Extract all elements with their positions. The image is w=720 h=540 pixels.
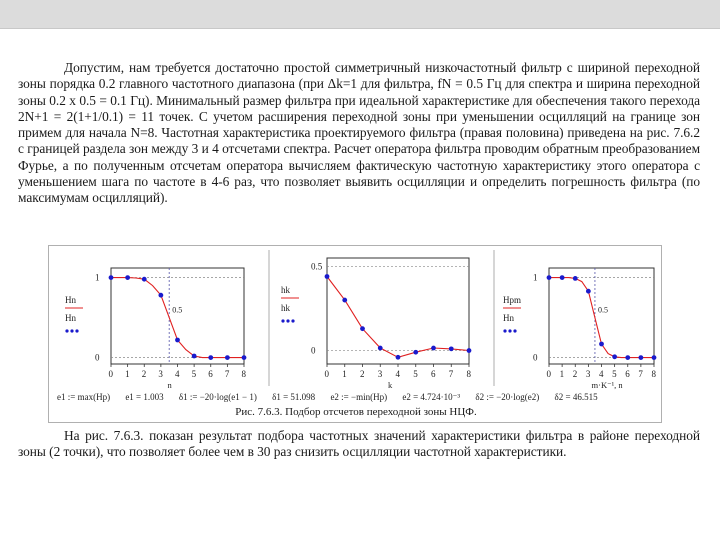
x-tick-label: 3 bbox=[158, 369, 163, 379]
x-axis-label: k bbox=[388, 380, 393, 390]
legend-entry: hk bbox=[281, 303, 290, 313]
x-axis-label: n bbox=[167, 380, 172, 390]
x-tick-label: 0 bbox=[324, 369, 329, 379]
x-tick-label: 5 bbox=[413, 369, 418, 379]
y-tick-label: 0 bbox=[311, 345, 316, 356]
x-tick-label: 3 bbox=[377, 369, 383, 379]
top-bar bbox=[0, 0, 720, 28]
y-tick-label: 0.5 bbox=[311, 261, 323, 272]
x-tick-label: 2 bbox=[572, 369, 578, 379]
legend-swatch-dot bbox=[70, 329, 73, 332]
data-point bbox=[449, 346, 454, 351]
data-point bbox=[612, 354, 617, 359]
legend-swatch-dot bbox=[286, 319, 289, 322]
annotation-label: 0.5 bbox=[172, 305, 183, 315]
figure-7-6-3 bbox=[48, 245, 662, 423]
x-tick-label: 7 bbox=[448, 369, 454, 379]
data-point bbox=[125, 275, 130, 280]
data-point bbox=[431, 346, 436, 351]
x-tick-label: 6 bbox=[625, 369, 630, 379]
chart-panel-2 bbox=[281, 250, 494, 390]
y-tick-label: 0 bbox=[533, 352, 538, 363]
data-point bbox=[378, 346, 383, 351]
data-point bbox=[208, 355, 213, 360]
x-tick-label: 8 bbox=[241, 369, 246, 379]
formula: δ2 := −20·log(e2) bbox=[475, 392, 540, 402]
formula: δ1 := −20·log(e1 − 1) bbox=[178, 392, 257, 402]
legend-swatch-dot bbox=[513, 329, 516, 332]
data-point bbox=[586, 289, 591, 294]
data-point bbox=[396, 355, 401, 360]
formula: e1 := max(Hp) bbox=[57, 392, 111, 402]
x-tick-label: 8 bbox=[466, 369, 471, 379]
plot-frame bbox=[549, 268, 654, 364]
data-point bbox=[175, 338, 180, 343]
x-tick-label: 4 bbox=[395, 369, 400, 379]
x-tick-label: 1 bbox=[559, 369, 565, 379]
paragraph-2: На рис. 7.6.3. показан результат подбора частотных значений характеристики фильтра в районе переходной зоны (2 точки), что позволяет более чем в 30 раз снизить осцилляции частотной характеристики. bbox=[18, 428, 700, 460]
data-point bbox=[225, 355, 230, 360]
legend-entry: Hn bbox=[65, 295, 76, 305]
legend-swatch-dot bbox=[508, 329, 511, 332]
x-tick-label: 4 bbox=[599, 369, 604, 379]
legend-swatch-dot bbox=[503, 329, 506, 332]
annotation-label: 0.5 bbox=[597, 305, 608, 315]
legend-entry: Hpm bbox=[503, 295, 521, 305]
legend-swatch-dot bbox=[75, 329, 78, 332]
y-tick-label: 1 bbox=[533, 272, 538, 283]
x-tick-label: 0 bbox=[108, 369, 113, 379]
legend-swatch-dot bbox=[281, 319, 284, 322]
data-point bbox=[573, 276, 578, 281]
y-tick-label: 1 bbox=[95, 272, 100, 283]
formula-row bbox=[57, 392, 657, 403]
data-point bbox=[467, 348, 472, 353]
x-axis-label: m·K⁻¹, n bbox=[591, 380, 623, 390]
formula: δ1 = 51.098 bbox=[272, 392, 316, 402]
series-line bbox=[327, 277, 469, 358]
y-tick-label: 0 bbox=[95, 352, 100, 363]
plot-frame bbox=[327, 258, 469, 364]
x-tick-label: 6 bbox=[208, 369, 213, 379]
x-tick-label: 5 bbox=[191, 369, 197, 379]
data-point bbox=[652, 355, 657, 360]
formula: e2 = 4.724·10⁻³ bbox=[402, 392, 461, 402]
x-tick-label: 7 bbox=[224, 369, 230, 379]
series-line bbox=[111, 278, 244, 358]
x-tick-label: 7 bbox=[638, 369, 643, 379]
x-tick-label: 4 bbox=[175, 369, 180, 379]
data-point bbox=[360, 326, 365, 331]
x-tick-label: 1 bbox=[342, 369, 347, 379]
x-tick-label: 1 bbox=[125, 369, 130, 379]
data-point bbox=[192, 354, 197, 359]
x-tick-label: 5 bbox=[612, 369, 617, 379]
data-point bbox=[413, 350, 418, 355]
x-tick-label: 6 bbox=[431, 369, 436, 379]
data-point bbox=[638, 355, 643, 360]
data-point bbox=[342, 298, 347, 303]
x-tick-label: 2 bbox=[141, 369, 147, 379]
x-tick-label: 3 bbox=[585, 369, 591, 379]
legend-entry: Hn bbox=[65, 313, 76, 323]
x-tick-label: 8 bbox=[651, 369, 656, 379]
formula: e2 := −min(Hp) bbox=[330, 392, 388, 402]
x-tick-label: 2 bbox=[360, 369, 365, 379]
data-point bbox=[560, 275, 565, 280]
data-point bbox=[325, 274, 330, 279]
plot-frame bbox=[111, 268, 244, 364]
legend-swatch-dot bbox=[291, 319, 294, 322]
chart-panel-1 bbox=[65, 250, 269, 390]
data-point bbox=[158, 293, 163, 298]
formula: δ2 = 46.515 bbox=[554, 392, 598, 402]
data-point bbox=[142, 277, 147, 282]
data-point bbox=[599, 342, 604, 347]
legend-swatch-dot bbox=[65, 329, 68, 332]
paragraph-1: Допустим, нам требуется достаточно простой симметричный низкочастотный фильтр с шириной переходной зоны порядка 0.2 главного частотного диапазона (при Δk=1 для фильтра, fN = 0.5 Гц для спектра и ширина переходной зоны 0.2 х 0.5 = 0.1 Гц). Минимальный размер фильтра при идеальной характеристике для обеспечения такого перехода 2N+1 = 2(1+1/0.1) = 11 точек. С учетом расширения переходной зоны при уменьшении осцилляций на границе зон примем для начала N=8. Частотная характеристика проектируемого фильтра (правая половина) приведена на рис. 7.6.2 с границей раздела зон между 3 и 4 отсчетами спектра. Расчет оператора фильтра проводим обратным преобразованием Фурье, а по полученным отсчетам оператора вычисляем фактическую частотную характеристику этого оператора с уменьшением шага по частоте в 4-6 раз, что позволяет выявить осцилляции и определить погрешность фильтра (по максимумам осцилляций). bbox=[18, 60, 700, 206]
legend-entry: Hn bbox=[503, 313, 514, 323]
data-point bbox=[109, 275, 114, 280]
data-point bbox=[625, 355, 630, 360]
chart-panel-3 bbox=[503, 268, 657, 390]
data-point bbox=[547, 275, 552, 280]
top-divider bbox=[0, 28, 720, 29]
figure-caption: Рис. 7.6.3. Подбор отсчетов переходной зоны НЦФ. bbox=[235, 406, 477, 418]
data-point bbox=[242, 355, 247, 360]
formula: e1 = 1.003 bbox=[125, 392, 164, 402]
x-tick-label: 0 bbox=[546, 369, 551, 379]
legend-entry: hk bbox=[281, 285, 290, 295]
